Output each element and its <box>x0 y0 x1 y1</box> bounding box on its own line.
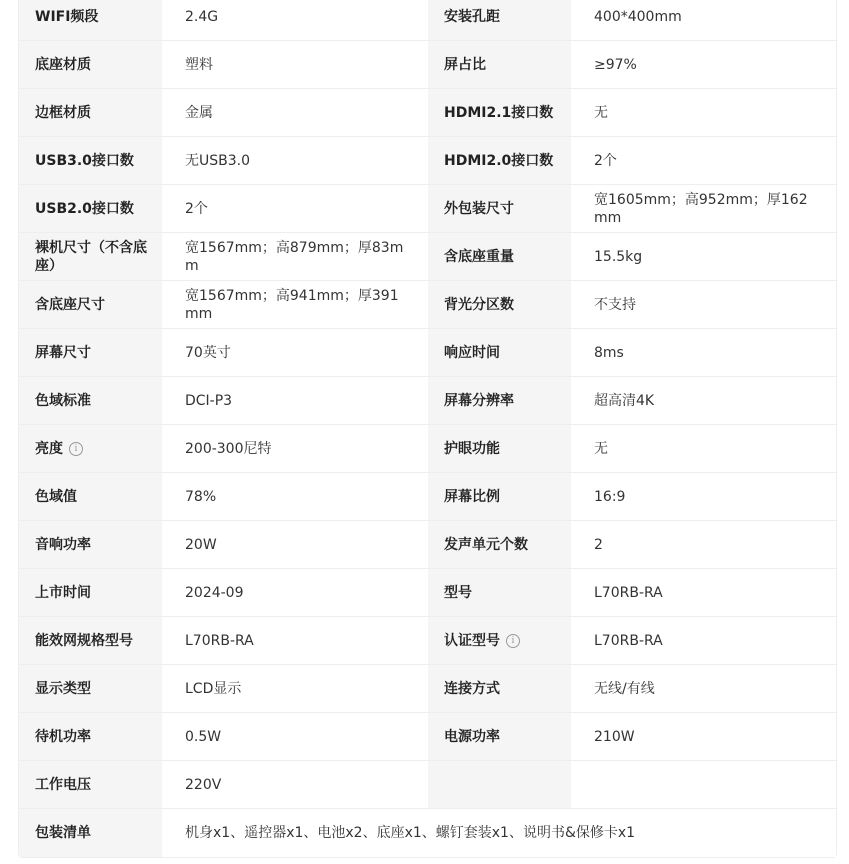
spec-row <box>19 329 836 377</box>
spec-value: 超高清4K <box>571 377 836 424</box>
spec-row <box>19 665 836 713</box>
spec-row <box>19 425 836 473</box>
spec-label: 安装孔距 <box>428 0 571 40</box>
spec-label: 色域值 <box>19 473 162 520</box>
spec-row <box>19 617 836 665</box>
packing-list-value: 机身x1、遥控器x1、电池x2、底座x1、螺钉套装x1、说明书&保修卡x1 <box>162 809 836 857</box>
spec-value: 无USB3.0 <box>162 137 428 184</box>
spec-label: 响应时间 <box>428 329 571 376</box>
spec-row <box>19 281 836 329</box>
spec-row <box>19 569 836 617</box>
spec-label: 屏幕比例 <box>428 473 571 520</box>
spec-row <box>19 41 836 89</box>
spec-value: 无 <box>571 425 836 472</box>
spec-value: 210W <box>571 713 836 760</box>
spec-value: 8ms <box>571 329 836 376</box>
spec-label: 色域标准 <box>19 377 162 424</box>
spec-label: 电源功率 <box>428 713 571 760</box>
spec-label: 边框材质 <box>19 89 162 136</box>
spec-value: 塑料 <box>162 41 428 88</box>
spec-label: HDMI2.1接口数 <box>428 89 571 136</box>
info-icon[interactable]: i <box>69 442 83 456</box>
spec-label-empty <box>428 761 571 808</box>
spec-label: USB2.0接口数 <box>19 185 162 232</box>
spec-label: 显示类型 <box>19 665 162 712</box>
spec-label: 屏幕分辨率 <box>428 377 571 424</box>
spec-row <box>19 713 836 761</box>
spec-row <box>19 521 836 569</box>
spec-value: LCD显示 <box>162 665 428 712</box>
spec-row <box>19 137 836 185</box>
spec-value: 2024-09 <box>162 569 428 616</box>
spec-label: 外包装尺寸 <box>428 185 571 232</box>
spec-row <box>19 89 836 137</box>
spec-label: 发声单元个数 <box>428 521 571 568</box>
spec-label: 待机功率 <box>19 713 162 760</box>
spec-value: 2个 <box>162 185 428 232</box>
spec-label: 底座材质 <box>19 41 162 88</box>
spec-row <box>19 377 836 425</box>
spec-label: 音响功率 <box>19 521 162 568</box>
spec-value: 无线/有线 <box>571 665 836 712</box>
spec-value: 15.5kg <box>571 233 836 280</box>
spec-label: 上市时间 <box>19 569 162 616</box>
spec-label: 型号 <box>428 569 571 616</box>
spec-value: 金属 <box>162 89 428 136</box>
spec-table <box>18 0 837 858</box>
spec-value: 70英寸 <box>162 329 428 376</box>
spec-label: 连接方式 <box>428 665 571 712</box>
spec-value: L70RB-RA <box>571 569 836 616</box>
spec-value: DCI-P3 <box>162 377 428 424</box>
spec-label: USB3.0接口数 <box>19 137 162 184</box>
spec-value: 无 <box>571 89 836 136</box>
spec-label: 护眼功能 <box>428 425 571 472</box>
spec-value: 0.5W <box>162 713 428 760</box>
spec-value: L70RB-RA <box>571 617 836 664</box>
info-icon[interactable]: i <box>506 634 520 648</box>
packing-list-label: 包装清单 <box>19 809 162 857</box>
spec-label: 含底座尺寸 <box>19 281 162 328</box>
spec-row-packing <box>19 809 836 857</box>
spec-row <box>19 761 836 809</box>
spec-row <box>19 0 836 41</box>
spec-value: 不支持 <box>571 281 836 328</box>
spec-row <box>19 233 836 281</box>
spec-label: 亮度 i <box>19 425 162 472</box>
spec-value: 78% <box>162 473 428 520</box>
spec-value: 16:9 <box>571 473 836 520</box>
spec-value: 400*400mm <box>571 0 836 40</box>
spec-value: 2.4G <box>162 0 428 40</box>
spec-value: 宽1605mm；高952mm；厚162mm <box>571 185 836 232</box>
spec-label: WIFI频段 <box>19 0 162 40</box>
spec-label: 屏占比 <box>428 41 571 88</box>
spec-label: 工作电压 <box>19 761 162 808</box>
spec-value: 宽1567mm；高879mm；厚83mm <box>162 233 428 280</box>
spec-label: 认证型号 i <box>428 617 571 664</box>
spec-label: HDMI2.0接口数 <box>428 137 571 184</box>
spec-value: 20W <box>162 521 428 568</box>
spec-value-empty <box>571 761 836 808</box>
spec-label: 背光分区数 <box>428 281 571 328</box>
spec-value: 220V <box>162 761 428 808</box>
spec-label: 屏幕尺寸 <box>19 329 162 376</box>
spec-row <box>19 473 836 521</box>
spec-value: 2个 <box>571 137 836 184</box>
spec-row <box>19 185 836 233</box>
spec-value: 宽1567mm；高941mm；厚391mm <box>162 281 428 328</box>
spec-label: 裸机尺寸（不含底座） <box>19 233 162 280</box>
spec-value: L70RB-RA <box>162 617 428 664</box>
spec-value: ≥97% <box>571 41 836 88</box>
spec-value: 200-300尼特 <box>162 425 428 472</box>
spec-value: 2 <box>571 521 836 568</box>
spec-label: 能效网规格型号 <box>19 617 162 664</box>
spec-label: 含底座重量 <box>428 233 571 280</box>
